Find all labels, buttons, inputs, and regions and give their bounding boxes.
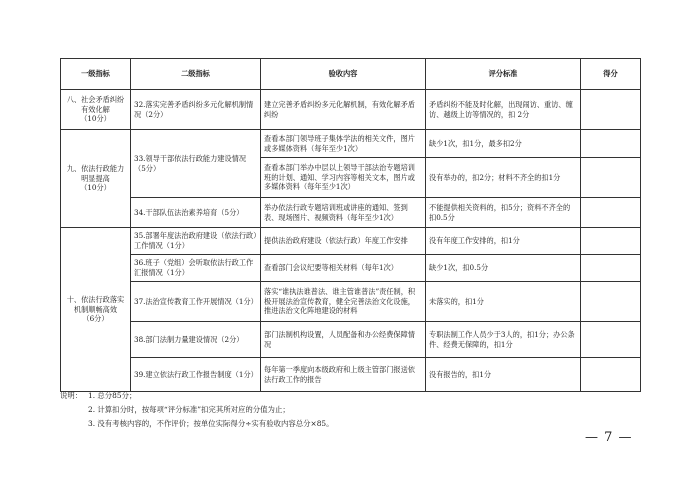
header-score: 得分 — [581, 59, 641, 90]
verification-cell: 查看本部门举办中层以上领导干部法治专题培训班的计划、通知、学习内容等相关文本，图片或多媒体资料（每年至少1次） — [261, 158, 426, 198]
standard-cell: 不能提供相关资料的，扣5分；资料不齐全的扣0.5分 — [426, 198, 581, 228]
verification-cell: 查看部门会议纪要等相关材料（每年1次） — [261, 255, 426, 282]
verification-cell: 提供法治政府建设（依法行政）年度工作安排 — [261, 228, 426, 255]
verification-cell: 查看本部门领导班子集体学法的相关文件，图片或多媒体资料（每年至少1次） — [261, 130, 426, 158]
table-row — [61, 90, 641, 130]
score-cell — [581, 322, 641, 358]
verification-cell: 举办依法行政专题培训班或讲座的通知、签到表、现场图片、视频资料（每年至少1次） — [261, 198, 426, 228]
header-level2: 二级指标 — [131, 59, 261, 90]
table-row — [61, 198, 641, 228]
score-cell — [581, 282, 641, 322]
standard-cell: 缺少1次，扣1分，最多扣2分 — [426, 130, 581, 158]
standard-cell: 专职法制工作人员少于3人的，扣1分；办公条件、经费无保障的，扣1分 — [426, 322, 581, 358]
level2-cell: 37.法治宣传教育工作开展情况（1分） — [131, 282, 261, 322]
level2-cell: 32.落实完善矛盾纠纷多元化解机制情况（2分） — [131, 90, 261, 130]
notes-block — [60, 389, 640, 431]
header-verification: 验收内容 — [261, 59, 426, 90]
table-row — [61, 358, 641, 392]
standard-cell: 没有举办的，扣2分；材料不齐全的扣1分 — [426, 158, 581, 198]
level2-cell: 38.部门法制力量建设情况（2分） — [131, 322, 261, 358]
level2-cell: 39.建立依法行政工作报告制度（1分） — [131, 358, 261, 392]
table-header-row — [61, 59, 641, 90]
verification-cell: 每年第一季度向本级政府和上级主管部门报送依法行政工作的报告 — [261, 358, 426, 392]
header-standard: 评分标准 — [426, 59, 581, 90]
note-text: 3. 没有考核内容的，不作评价；按单位实际得分÷实有验收内容总分×85。 — [88, 419, 334, 428]
level2-cell: 34.干部队伍法治素养培育（5分） — [131, 198, 261, 228]
table-row — [61, 282, 641, 322]
group-cell-9 — [61, 130, 131, 228]
group-points: （10分） — [80, 114, 111, 124]
score-cell — [581, 358, 641, 392]
table-row — [61, 322, 641, 358]
group-title: 九、依法行政能力明显提高 — [66, 163, 125, 183]
evaluation-table — [60, 58, 641, 392]
score-cell — [581, 255, 641, 282]
standard-cell: 没有年度工作安排的，扣1分 — [426, 228, 581, 255]
verification-cell: 部门法制机构设置，人员配备和办公经费保障情况 — [261, 322, 426, 358]
table-row — [61, 255, 641, 282]
note-line-1 — [60, 389, 640, 403]
group-title: 十、依法行政落实机制顺畅高效 — [66, 294, 125, 314]
score-cell — [581, 198, 641, 228]
header-level1: 一级指标 — [61, 59, 131, 90]
score-cell — [581, 90, 641, 130]
group-cell-10 — [61, 228, 131, 392]
level2-cell: 36.班子（党组）会听取依法行政工作汇报情况（1分） — [131, 255, 261, 282]
standard-cell: 未落实的，扣1分 — [426, 282, 581, 322]
note-line-3 — [60, 417, 640, 431]
note-text: 1. 总分85分； — [88, 391, 137, 400]
level2-cell: 33.领导干部依法行政能力建设情况（5分） — [131, 130, 261, 198]
table-row — [61, 130, 641, 158]
score-cell — [581, 130, 641, 158]
group-title: 八、社会矛盾纠纷有效化解 — [66, 94, 125, 114]
page-number: — 7 — — [585, 430, 633, 445]
verification-cell: 建立完善矛盾纠纷多元化解机制，有效化解矛盾纠纷 — [261, 90, 426, 130]
table-row — [61, 228, 641, 255]
group-cell-8 — [61, 90, 131, 130]
score-cell — [581, 158, 641, 198]
level2-cell: 35.部署年度法治政府建设（依法行政）工作情况（1分） — [131, 228, 261, 255]
verification-cell: 落实“谁执法谁普法、谁主管谁普法”责任制，积极开展法治宣传教育，健全完善法治文化设施，推进法治文化阵地建设的材料 — [261, 282, 426, 322]
group-points: （6分） — [82, 314, 109, 324]
score-cell — [581, 228, 641, 255]
group-points: （10分） — [80, 183, 111, 193]
standard-cell: 没有报告的，扣1分 — [426, 358, 581, 392]
note-line-2 — [60, 403, 640, 417]
note-text: 2. 计算扣分时，按每项“评分标准”扣完其所对应的分值为止； — [88, 405, 290, 414]
standard-cell: 矛盾纠纷不能及时化解，出现闹访、重访、缠访、越级上访等情况的，扣 2分 — [426, 90, 581, 130]
standard-cell: 缺少1次，扣0.5分 — [426, 255, 581, 282]
notes-prefix: 说明： — [60, 391, 83, 400]
